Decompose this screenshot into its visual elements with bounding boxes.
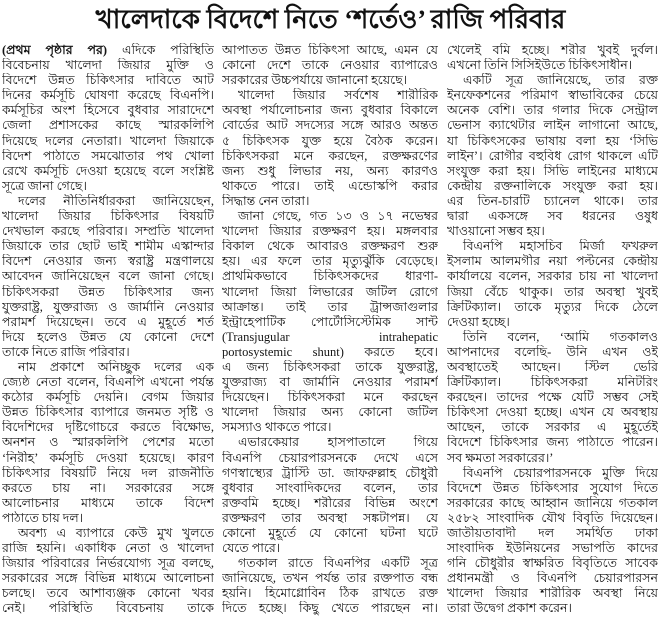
line-text: বুধবার সাংবাদিকদের বলেন, তার bbox=[222, 480, 438, 495]
line-text: সরকারের সঙ্গে বিভিন্ন মাধ্যমে আলোচনা bbox=[2, 571, 214, 586]
line-text: যেতে পারে। bbox=[222, 541, 281, 556]
headline: খালেদাকে বিদেশে নিতে ‘শর্তেও’ রাজি পরিবার bbox=[95, 5, 566, 34]
line-text: যা চিকিৎসকের ভাষায় বলা হয় ‘সিভি bbox=[447, 133, 658, 148]
article-line bbox=[2, 390, 214, 405]
line-text: অনশন ও স্মারকলিপি পেশের মতো bbox=[2, 435, 214, 450]
line-text: জিয়ার পরিবারের নির্ভরযোগ্য সূত্র বলছে, bbox=[2, 556, 214, 571]
article-line bbox=[2, 224, 214, 239]
article-line bbox=[222, 239, 438, 254]
article-line bbox=[447, 481, 658, 496]
article-column-3 bbox=[447, 43, 658, 619]
line-text: গনি চৌধুরীর স্বাক্ষরিত বিবৃতিতে সাবেক bbox=[447, 556, 658, 571]
article-line bbox=[447, 285, 658, 300]
article-line bbox=[222, 134, 438, 149]
line-text: ইনফেকশনের পরিমাণ স্বাভাবিকের চেয়ে bbox=[447, 88, 658, 103]
article-line bbox=[447, 571, 658, 586]
paragraph bbox=[2, 360, 214, 526]
article-line bbox=[447, 345, 658, 360]
line-text: পরামর্শ দিয়েছেন। তবে এ মুহূর্তে শর্ত bbox=[2, 314, 214, 329]
article-line bbox=[222, 164, 438, 179]
article-line bbox=[222, 420, 438, 435]
line-text: তাকে নিতে রাজি পরিবার। bbox=[2, 344, 130, 359]
article-line bbox=[2, 330, 214, 345]
article-line bbox=[447, 556, 658, 571]
paragraph bbox=[447, 43, 658, 73]
line-text: ৫ চিকিৎসক যুক্ত হয়ে বৈঠক করেন। bbox=[222, 133, 438, 148]
article-line bbox=[447, 375, 658, 390]
line-text: যুক্তরাজ্য বা জার্মানি নেওয়ার পরামর্শ bbox=[222, 375, 438, 390]
line-text: বিবেচনায় খালেদা জিয়ার মুক্তি ও bbox=[2, 58, 214, 73]
line-text: বিএনপি চেয়ারপারসনকে মুক্তি দিয়ে bbox=[463, 465, 658, 480]
line-text: দেওয়া হচ্ছে। bbox=[447, 314, 510, 329]
line-text: কোনো মুহূর্তে যে কোনো ঘটনা ঘটে bbox=[222, 526, 438, 540]
article-line bbox=[447, 526, 658, 541]
line-text: খালেদা জিয়ার সর্বশেষ শারীরিক bbox=[238, 88, 438, 103]
line-text: কার্যালয়ে বলেন, সরকার চায় না খালেদা bbox=[447, 269, 658, 284]
line-text: আপাতত উন্নত চিকিৎসা আছে, এমন যে bbox=[222, 43, 438, 57]
line-text: আপনাদের বলেছি- উনি এখন ওই bbox=[447, 344, 658, 359]
line-text: খালেদা জিয়ার অন্য কোনো জটিল bbox=[222, 405, 438, 420]
paragraph bbox=[222, 209, 438, 435]
article-line bbox=[222, 149, 438, 164]
article-line bbox=[222, 586, 438, 601]
line-text: কেন্দ্রীয় রক্তনালিকে সংযুক্ত করা হয়। bbox=[447, 178, 658, 193]
line-text: ২৫৮২ সাংবাদিক যৌথ বিবৃতি দিয়েছেন। bbox=[447, 510, 658, 525]
line-text: portosystemic shunt) করতে হবে। bbox=[222, 344, 438, 359]
line-text: খালেদা জিয়ার চিকিৎসার বিষয়টি bbox=[2, 209, 214, 224]
article-line bbox=[2, 300, 214, 315]
paragraph bbox=[222, 88, 438, 209]
line-text: প্রাথমিকভাবে চিকিৎসকদের ধারণা- bbox=[222, 269, 438, 284]
line-text: অনেক বেশি। তার গলার দিকে সেন্ট্রাল bbox=[447, 103, 658, 118]
line-text: সরকারের কাছে আহ্বান জানিয়ে গতকাল bbox=[447, 495, 658, 510]
line-text: রক্তক্ষরণ তার অবস্থা সঙ্কটাপন্ন। যে bbox=[222, 510, 438, 525]
article-line bbox=[222, 269, 438, 284]
line-text: খেলেই বমি হচ্ছে। শরীর খুবই দুর্বল। bbox=[447, 43, 658, 57]
paragraph bbox=[2, 526, 214, 617]
line-text: বিদেশ নেওয়ার জন্য স্বরাষ্ট্র মন্ত্রণালয়ে bbox=[2, 254, 214, 269]
article-line bbox=[222, 360, 438, 375]
article-line bbox=[447, 601, 658, 616]
line-text: চিকিৎসার বিষয়টি নিয়ে দল রাজনীতি bbox=[2, 465, 214, 480]
line-text: প্রধানমন্ত্রী ও বিএনপি চেয়ারপারসন bbox=[447, 571, 658, 586]
article-line bbox=[447, 43, 658, 58]
article-line bbox=[447, 58, 658, 73]
paragraph bbox=[447, 466, 658, 617]
line-text: জানিয়েছে, তখন পর্যন্ত তার রক্তপাত বন্ধ bbox=[222, 571, 438, 586]
article-line bbox=[447, 405, 658, 420]
article-line bbox=[2, 315, 214, 330]
article-line bbox=[447, 451, 658, 466]
line-text: জাতীয়তাবাদী দল সমর্থিত ঢাকা bbox=[447, 526, 658, 540]
article-line bbox=[447, 179, 658, 194]
line-text: অবস্থা পর্যালোচনার জন্য বুধবার বিকালে bbox=[222, 103, 438, 118]
article-line bbox=[447, 103, 658, 118]
article-line bbox=[2, 239, 214, 254]
article-line bbox=[222, 88, 438, 103]
article-line bbox=[2, 481, 214, 496]
article-line bbox=[222, 224, 438, 239]
paragraph bbox=[222, 43, 438, 88]
line-text: রেখে কর্মসূচি দেওয়া হয়েছে বলে সংশ্লিষ্ট bbox=[2, 163, 214, 178]
line-text: দেখভাল করছে পরিবার। সম্প্রতি খালেদা bbox=[2, 224, 214, 239]
line-text: লাইন’। রোগীর বহুবিধ রোগ থাকলে এটি bbox=[447, 148, 658, 163]
article-line bbox=[222, 405, 438, 420]
article-line bbox=[447, 149, 658, 164]
article-line bbox=[447, 88, 658, 103]
article-line bbox=[222, 571, 438, 586]
article-line bbox=[447, 435, 658, 450]
article-line bbox=[2, 103, 214, 118]
line-text: চিকিৎসকরা উন্নত চিকিৎসার জন্য bbox=[2, 284, 214, 299]
line-text: থাকতে পারে। তাই এন্ডোস্কপি করার bbox=[222, 178, 438, 193]
article-line bbox=[2, 164, 214, 179]
line-text: এখনো তিনি সিসিইউতে চিকিৎসাধীন। bbox=[447, 58, 633, 73]
line-text: সূত্রে জানা গেছে। bbox=[2, 178, 87, 193]
line-text: হয়নি। হিমোগ্লোবিন ঠিক রাখতে রক্ত bbox=[222, 586, 438, 601]
line-text: জন্য শুধু লিভার নয়, অন্য কারণও bbox=[222, 163, 438, 178]
article-line bbox=[2, 360, 214, 375]
article-line bbox=[2, 451, 214, 466]
article-line bbox=[222, 345, 438, 360]
line-text: হয়। এর ফলে তার মৃত্যুঝুঁকি বেড়েছে। bbox=[222, 254, 438, 269]
line-text: ভেনাস ক্যাথেটার লাইন লাগানো আছে, bbox=[447, 118, 658, 133]
line-text: জিয়া বেঁচে থাকুক। তার অবস্থা খুবই bbox=[447, 284, 658, 299]
article-line bbox=[447, 239, 658, 254]
paragraph bbox=[447, 73, 658, 239]
article-line bbox=[222, 451, 438, 466]
line-text: আক্রান্ত। তাই তার ট্রান্সজাগুলার bbox=[222, 299, 438, 314]
article-line bbox=[222, 466, 438, 481]
article-line bbox=[222, 179, 438, 194]
line-text: খালেদা জিয়া লিভারের জটিল রোগে bbox=[222, 284, 438, 299]
article-line bbox=[222, 556, 438, 571]
article-line bbox=[222, 73, 438, 88]
article-line bbox=[2, 556, 214, 571]
line-text: বিদেশে উন্নত চিকিৎসার সুযোগ দিতে bbox=[447, 480, 658, 495]
article-line bbox=[222, 43, 438, 58]
article-line bbox=[2, 179, 214, 194]
line-text: বিদেশিদের দৃষ্টিগোচরে করতে বিক্ষোভ, bbox=[2, 420, 214, 435]
line-text: সাংবাদিক ইউনিয়নের সভাপতি কাদের bbox=[447, 541, 658, 556]
article-line bbox=[222, 103, 438, 118]
article-line bbox=[447, 194, 658, 209]
line-text: রক্তবমি হচ্ছে। শরীরের বিভিন্ন অংশে bbox=[222, 495, 438, 510]
paragraph bbox=[447, 239, 658, 330]
article-line bbox=[447, 466, 658, 481]
line-text: ‘নিরীহ’ কর্মসূচি দেওয়া হয়েছে। কারণ bbox=[2, 450, 214, 465]
line-text: করছেন। তাদের পক্ষে যেটি সম্ভব সেই bbox=[447, 390, 658, 405]
line-text: দলের নীতিনির্ধারকরা জানিয়েছেন, bbox=[18, 193, 214, 208]
line-text: ক্রিটিক্যাল। চিকিৎসকরা মনিটরিং bbox=[447, 375, 658, 390]
article-line bbox=[2, 435, 214, 450]
line-text: চলছে। তবে আশাব্যঞ্জক কোনো খবর bbox=[2, 586, 214, 601]
article-line bbox=[447, 134, 658, 149]
line-text: সংযুক্ত করা হয়। সিভি লাইনের মাধ্যমে bbox=[447, 163, 658, 178]
article-line bbox=[222, 526, 438, 541]
article-line bbox=[447, 511, 658, 526]
line-text: খালেদা জিয়ার রক্তক্ষরণ হয়। মঙ্গলবার bbox=[222, 224, 438, 239]
article-line bbox=[2, 285, 214, 300]
article-line bbox=[2, 466, 214, 481]
article-line bbox=[2, 194, 214, 209]
article-line bbox=[222, 330, 438, 345]
article-line bbox=[222, 209, 438, 224]
line-text: এভারকেয়ার হাসপাতালে গিয়ে bbox=[238, 435, 438, 450]
line-text: দিয়ে হলেও উন্নত যে কোনো দেশে bbox=[2, 329, 214, 344]
line-text: আবেদন জানিয়েছেন বলে জানা গেছে। bbox=[2, 269, 214, 284]
line-text: খালেদা জিয়ার শারীরিক অবস্থা নিয়ে bbox=[447, 586, 658, 601]
article-line bbox=[447, 315, 658, 330]
line-text: জিয়াকে তার ছোট ভাই শামীম এস্কান্দার bbox=[2, 239, 214, 254]
article-line bbox=[222, 375, 438, 390]
article-line bbox=[2, 375, 214, 390]
line-text: সিদ্ধান্ত নেন তারা। bbox=[222, 193, 310, 208]
line-text: আলোচনার মাধ্যমে তাকে বিদেশ bbox=[2, 495, 214, 510]
article-line bbox=[447, 269, 658, 284]
article-line bbox=[447, 300, 658, 315]
article-line bbox=[447, 390, 658, 405]
line-text: পাঠাতে চায় দল। bbox=[2, 510, 84, 525]
article-line bbox=[447, 360, 658, 375]
line-text: দিনের কর্মসূচি ঘোষণা করেছে বিএনপি। bbox=[2, 88, 214, 103]
line-text: বিদেশে চিকিৎসার জন্য পাঠাতে পারেন। bbox=[447, 435, 658, 450]
line-text: কঠোর কর্মসূচি দেয়নি। বেগম জিয়ার bbox=[2, 390, 214, 405]
article-line bbox=[447, 330, 658, 345]
line-text: (Transjugular intrahepatic bbox=[222, 329, 438, 344]
line-text: বিএনপি চেয়ারপারসনকে দেখে এসে bbox=[222, 450, 438, 465]
line-text: বিদেশে উন্নত চিকিৎসার দাবিতে আট bbox=[2, 73, 214, 88]
article-line bbox=[2, 88, 214, 103]
line-text: দিয়েছে দলের নেতারা। খালেদা জিয়াকে bbox=[2, 133, 214, 148]
line-text: খাওয়ানো সম্ভব হয়। bbox=[447, 224, 545, 239]
line-text: সমস্যাও থাকতে পারে। bbox=[222, 420, 332, 435]
line-text: চিকিৎসা দেওয়া হচ্ছে। এখন যে অবস্থায় bbox=[447, 405, 658, 420]
article-line bbox=[222, 194, 438, 209]
article-line bbox=[447, 496, 658, 511]
line-text: দিতে হচ্ছে। কিছু খেতে পারছেন না। bbox=[222, 601, 438, 616]
article-line bbox=[222, 435, 438, 450]
line-text: কোনো দেশে তাকে নেওয়ার ব্যাপারেও bbox=[222, 58, 438, 73]
line-text: সব ক্ষমতা সরকারের।’ bbox=[447, 450, 554, 465]
line-text: এদিকে পরিস্থিতি bbox=[121, 43, 214, 57]
article-line bbox=[2, 254, 214, 269]
paragraph bbox=[2, 43, 214, 194]
line-text: রাজি হয়নি। একাধিক নেতা ও খালেদা bbox=[2, 541, 214, 556]
article-line bbox=[447, 224, 658, 239]
article-line bbox=[447, 420, 658, 435]
article-line bbox=[222, 390, 438, 405]
article-line bbox=[447, 209, 658, 224]
article-line bbox=[2, 601, 214, 616]
article-column-1 bbox=[2, 43, 214, 619]
line-text: করতে চায় না। সরকারের সঙ্গে bbox=[2, 480, 214, 495]
line-text: দিয়েছেন। চিকিৎসকরা মনে করছেন bbox=[222, 390, 438, 405]
paragraph bbox=[2, 194, 214, 360]
article-line bbox=[2, 345, 214, 360]
paragraph bbox=[222, 556, 438, 616]
article-line bbox=[2, 571, 214, 586]
article-line bbox=[447, 254, 658, 269]
article-line bbox=[222, 496, 438, 511]
line-text: নাম প্রকাশে অনিচ্ছুক দলের এক bbox=[18, 359, 214, 374]
line-text: গণস্বাস্থ্যের ট্রাস্টি ডা. জাফরুল্লাহ চৌধুরী bbox=[222, 465, 438, 480]
article-line bbox=[2, 269, 214, 284]
article-line bbox=[447, 541, 658, 556]
line-text: ক্রিটিক্যাল। তাকে মৃত্যুর দিকে ঠেলে bbox=[447, 299, 658, 314]
line-text: জেলা প্রশাসকের কাছে স্মারকলিপি bbox=[2, 118, 214, 133]
article-line bbox=[447, 164, 658, 179]
line-text: ইন্ট্রাহেপাটিক পোর্টোসিস্টেমিক সান্ট bbox=[222, 314, 438, 329]
line-text: জানা গেছে, গত ১৩ ও ১৭ নভেম্বর bbox=[238, 209, 438, 224]
article-line bbox=[222, 254, 438, 269]
line-text: বিকাল থেকে আবারও রক্তক্ষরণ শুরু bbox=[222, 239, 438, 254]
continuation-label: (প্রথম পৃষ্ঠার পর) bbox=[2, 43, 108, 57]
line-text: বিএনপি মহাসচিব মির্জা ফখরুল bbox=[463, 239, 658, 254]
line-text: এর তিন-চারটি চ্যানেল থাকে। তার bbox=[447, 193, 658, 208]
line-text: এ জন্য চিকিৎসকরা তাকে যুক্তরাষ্ট্র, bbox=[222, 359, 438, 374]
article-line bbox=[2, 73, 214, 88]
article-line bbox=[222, 481, 438, 496]
line-text: জ্যেষ্ঠ নেতা বলেন, বিএনপি এখনো পর্যন্ত bbox=[2, 375, 214, 390]
line-text: গতকাল রাতে বিএনপির একটি সূত্র bbox=[238, 556, 438, 571]
article-line bbox=[222, 541, 438, 556]
article-line bbox=[2, 541, 214, 556]
article-line bbox=[2, 43, 214, 58]
article-line bbox=[2, 118, 214, 133]
line-text: ইসলাম আলমগীর নয়া পল্টনের কেন্দ্রীয় bbox=[447, 254, 658, 269]
line-text: দ্বারা একসঙ্গে সব ধরনের ওষুধ bbox=[447, 209, 658, 224]
line-text: সরকারের উচ্চপর্যায়ে জানানো হয়েছে। bbox=[222, 73, 408, 88]
line-text: চিকিৎসকরা মনে করছেন, রক্তক্ষরণের bbox=[222, 148, 438, 163]
article-line bbox=[222, 601, 438, 616]
line-text: নেই। পরিস্থিতি বিবেচনায় তাকে bbox=[2, 601, 214, 616]
article-column-2 bbox=[222, 43, 438, 619]
article-line bbox=[2, 511, 214, 526]
article-line bbox=[222, 58, 438, 73]
article-line bbox=[2, 134, 214, 149]
line-text: অবশ্য এ ব্যাপারে কেউ মুখ খুলতে bbox=[18, 526, 214, 540]
line-text: আছেন, তাকে সরকার এ মুহূর্তেই bbox=[447, 420, 658, 435]
line-text: অবস্থাতেই আছেন। স্টিল ভেরি bbox=[447, 359, 658, 374]
line-text: বোর্ডের আট সদস্যের সঙ্গে আরও অন্তত bbox=[222, 118, 438, 133]
article-line bbox=[2, 58, 214, 73]
line-text: উন্নত চিকিৎসার ব্যাপারে জনমত সৃষ্টি ও bbox=[2, 405, 214, 420]
line-text: কর্মসূচির অংশ হিসেবে বুধবার সারাদেশে bbox=[2, 103, 214, 118]
line-text: বিদেশ পাঠাতে সমঝোতার পথ খোলা bbox=[2, 148, 214, 163]
article-line bbox=[2, 526, 214, 541]
paragraph bbox=[222, 435, 438, 556]
article-line bbox=[222, 511, 438, 526]
article-line bbox=[447, 73, 658, 88]
line-text: তিনি বলেন, ‘আমি গতকালও bbox=[463, 329, 658, 344]
article-line bbox=[447, 586, 658, 601]
article-line bbox=[222, 118, 438, 133]
article-line bbox=[2, 209, 214, 224]
article-line bbox=[2, 405, 214, 420]
article-line bbox=[222, 315, 438, 330]
article-line bbox=[2, 496, 214, 511]
line-text: তারা উদ্বেগ প্রকাশ করেন। bbox=[447, 601, 572, 616]
article-line bbox=[222, 300, 438, 315]
article-line bbox=[222, 285, 438, 300]
article-line bbox=[2, 586, 214, 601]
article-line bbox=[447, 118, 658, 133]
article-line bbox=[2, 420, 214, 435]
article-line bbox=[2, 149, 214, 164]
paragraph bbox=[447, 330, 658, 466]
line-text: একটি সূত্র জানিয়েছে, তার রক্ত bbox=[463, 73, 658, 88]
line-text: যুক্তরাষ্ট্র, যুক্তরাজ্য ও জার্মানি নেওয়ার bbox=[2, 299, 214, 314]
